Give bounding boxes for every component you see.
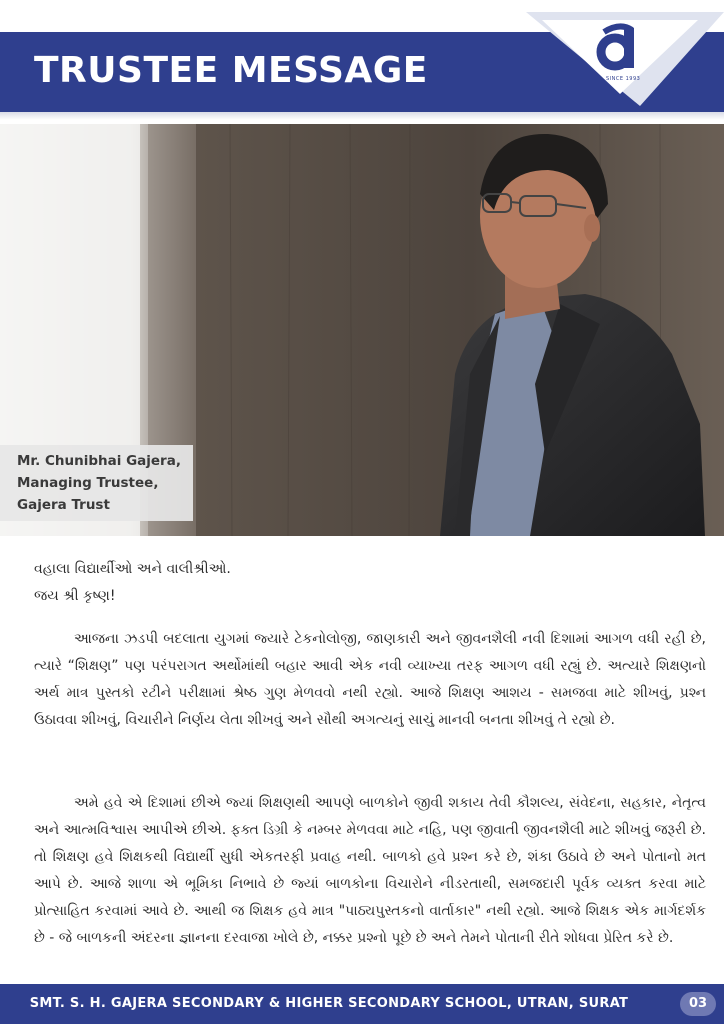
caption-role: Managing Trustee,: [17, 475, 159, 491]
caption-org: Gajera Trust: [17, 497, 110, 513]
letter-paragraph-1: આજના ઝડપી બદલાતા યુગમાં જ્યારે ટેકનોલોજી, જાણકારી અને જીવનશૈલી નવી દિશામાં આગળ વધી રહી છે, ત્યારે “શિક્ષણ” પણ પરંપરાગત અર્થોમાંથી બહાર આવી એક નવી વ્યાખ્યા તરફ આગળ વધી રહ્યું છે. અત્યારે શિક્ષણનો અર્થ માત્ર પુસ્તકો રટીને પરીક્ષામાં શ્રેષ્ઠ ગુણ મેળવવો નથી રહ્યો. આજે શિક્ષણ આશય - સમજવા માટે શીખવું, પ્રશ્ન ઉઠાવવા શીખવું, વિચારીને નિર્ણય લેતા શીખવું અને સૌથી અગત્યનું સાચું માનવી બનતા શીખવું તે રહ્યો છે.: [34, 631, 706, 728]
letter-paragraph-2: અમે હવે એ દિશામાં છીએ જ્યાં શિક્ષણથી આપણે બાળકોને જીવી શકાય તેવી કૌશલ્ય, સંવેદના, સહકાર, નેતૃત્વ અને આત્મવિશ્વાસ આપીએ છીએ. ફક્ત ડિગ્રી કે નમ્બર મેળવવા માટે નહિ, પણ જીવાતી જીવનશૈલી માટે શીખવું જરૂરી છે. તો શિક્ષણ હવે શિક્ષકથી વિદ્યાર્થી સુધી એકતરફી પ્રવાહ નથી. બાળકો હવે પ્રશ્ન કરે છે, શંકા ઉઠાવે છે અને પોતાનો મત આપે છે. આજે શાળા એ ભૂમિકા નિભાવે છે જ્યાં બાળકોના વિચારોને નીડરતાથી, સમજદારી પૂર્વક વ્યક્ત કરવા માટે પ્રોત્સાહિત કરવામાં આવે છે. આથી જ શિક્ષક હવે માત્ર "પાઠ્યપુસ્તકનો વાર્તાકાર" નથી રહ્યો. આજે શિક્ષક એક માર્ગદર્શક છે - જે બાળકની અંદરના જ્ઞાનના દરવાજા ખોલે છે, નક્કર પ્રશ્નો પૂછે છે અને તેમને પોતાની રીતે શોધવા પ્રેરિત કરે છે.: [34, 795, 706, 946]
greeting-line-1: વહાલા વિદ્યાર્થીઓ અને વાલીશ્રીઓ.: [34, 561, 231, 577]
logo-text: SINCE 1993: [606, 76, 641, 82]
letter-greeting: [34, 556, 706, 610]
logo-mark-stem: [624, 28, 634, 68]
header-shadow: [0, 112, 724, 120]
page-title: TRUSTEE MESSAGE: [34, 50, 428, 91]
caption-name: Mr. Chunibhai Gajera,: [17, 453, 181, 469]
footer-band: [0, 984, 724, 1024]
school-logo: [520, 10, 724, 110]
footer-school-name: SMT. S. H. GAJERA SECONDARY & HIGHER SECONDARY SCHOOL, UTRAN, SURAT: [29, 996, 629, 1011]
page-number-badge: 03: [680, 992, 716, 1016]
school-logo-icon: [520, 10, 724, 110]
photo-caption: [0, 445, 193, 521]
greeting-line-2: જય શ્રી કૃષ્ણ!: [34, 588, 116, 604]
